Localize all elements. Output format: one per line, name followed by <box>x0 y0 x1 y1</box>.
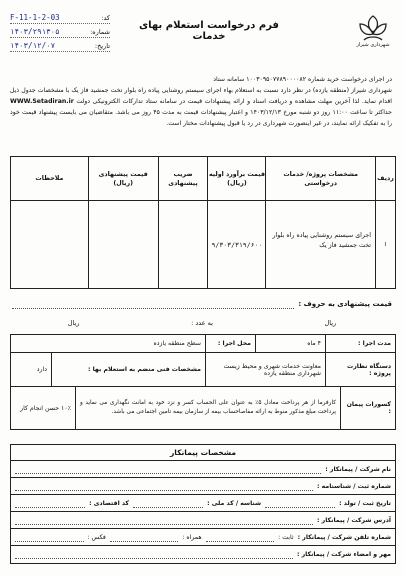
good-performance: ۱۰٪ حسن انجام کار <box>20 404 71 412</box>
contract-row <box>11 387 395 429</box>
supervisor-label: دستگاه نظارت پروژه : <box>325 353 395 386</box>
landline-label: ثابت : <box>278 533 294 541</box>
meta-date-label: تاریخ: <box>94 41 110 50</box>
contractor-name-field[interactable] <box>15 465 321 474</box>
meta-code-value: F-11-1-2-03 <box>10 13 60 22</box>
duration-value: ۴ ماه <box>255 335 325 352</box>
cell-notes[interactable] <box>11 201 89 289</box>
reg-date-field[interactable] <box>265 499 335 508</box>
tech-value: دارد <box>36 366 47 373</box>
location-label: محل اجرا : <box>205 335 255 352</box>
meta-code-row <box>10 12 110 24</box>
meta-date-value: ۱۴۰۳/۱۲/۰۷ <box>10 41 56 50</box>
signature-row <box>11 546 395 563</box>
contract-label: کسورات پیمان : <box>340 387 395 429</box>
words-row <box>12 296 392 312</box>
digits-label: به عدد : <box>191 319 213 327</box>
fax-field[interactable] <box>15 533 84 542</box>
meta-code-label: کد: <box>101 13 110 22</box>
registration-label: شماره ثبت / شناسنامه : <box>317 482 391 490</box>
header <box>6 4 398 58</box>
riyal-label-2: ریال <box>67 319 80 327</box>
meta-number-value: ۱۴۰۳/۲۹۱۳۰۵ <box>10 27 60 36</box>
contractor-title: مشخصات پیمانکار <box>11 445 395 461</box>
project-info-box <box>10 334 396 430</box>
ids-row <box>11 495 395 512</box>
words-row-2 <box>12 316 392 330</box>
duration-label: مدت اجرا : <box>325 335 395 352</box>
phone-label: شماره تلفن شرکت / پیمانکار : <box>297 533 391 541</box>
riyal-label: ریال <box>324 319 337 327</box>
economic-code-label: کد اقتصادی : <box>89 499 130 507</box>
col-notes: ملاحظات <box>11 157 89 201</box>
contractor-name-label: نام شرکت / پیمانکار : <box>325 465 391 473</box>
meta-number-label: شماره: <box>90 27 110 36</box>
document-page <box>6 4 398 570</box>
offer-in-words <box>12 296 392 330</box>
mobile-field[interactable] <box>110 533 179 542</box>
cell-desc: اجرای سیستم روشنایی پیاده راه بلوار تخت جمشید فاز یک <box>266 201 376 289</box>
cell-coefficient[interactable] <box>158 201 208 289</box>
col-coefficient: ضریب پیشنهادی <box>158 157 208 201</box>
meta-date-row <box>10 40 110 52</box>
location-value: سطح منطقه یازده <box>153 340 201 347</box>
address-field[interactable] <box>15 516 313 525</box>
words-label: قیمت پیشنهادی به حروف : <box>298 300 392 308</box>
intro-body: شهرداری شیراز (منطقه یازده) در نظر دارد نسبت به استعلام بهاء اجرای سیستم روشنایی پیاده راه بلوار تخت جمشید فاز یک با مشخصات جدول ذیل اقدام نماید. لذا آخرین مهلت مشاهده و دریافت اسناد و ارائه پیشنهادات قیمت در سامانه ستاد تدارکات الکترونیکی دولت <box>10 87 393 105</box>
economic-code-field[interactable] <box>15 499 85 508</box>
reg-date-label: تاریخ ثبت / تولد : <box>339 499 391 507</box>
col-desc: مشخصات پروژه/ خدمات درخواستی <box>266 157 376 201</box>
col-row: ردیف <box>376 157 396 201</box>
contractor-name-row <box>11 461 395 478</box>
setad-link[interactable]: WWW.Setadiran.ir <box>10 98 74 105</box>
signature-label: مهر و امضاء شرکت / پیمانکار : <box>296 551 391 558</box>
meta-number-row <box>10 26 110 38</box>
contractor-box <box>10 444 396 564</box>
mobile-label: همراه : <box>182 533 202 541</box>
intro-line1: در اجرای درخواست خرید شماره ۱۰۰۳۰۹۵۰۷۷۸۹۰۰۰۰۸۲ سامانه ستاد <box>213 76 392 83</box>
tech-label: مشخصات فنی منضم به استعلام بها : <box>51 353 205 386</box>
signature-field[interactable] <box>15 550 293 559</box>
intro-body2: حداکثر تا ساعت ۱۱:۰۰ روز دو شنبه مورخ ۱۴۰۳/۱۲/۱۳ و اعتبار پیشنهادات قیمت به مدت ۴۵ روز می باشد. متقاضیان می بایست پیشنهاد قیمت خود را به تفکیک ارائه نمایند، در غیر اینصورت شهرداری در رد یا قبول پیشنهادات مختار است. <box>10 109 392 127</box>
supervisor-row <box>11 353 395 387</box>
logo-text: شهرداری شیراز <box>356 42 390 48</box>
registration-row <box>11 478 395 495</box>
registration-field[interactable] <box>15 482 313 491</box>
table-row <box>11 201 396 289</box>
words-field[interactable] <box>12 299 294 309</box>
national-id-label: شناسه / کد ملی : <box>207 499 262 507</box>
col-offer-price: قیمت پیشنهادی (ریال) <box>88 157 158 201</box>
page-title: فرم درخواست استعلام بهای خدمات <box>139 20 279 42</box>
col-base-price: قیمت برآورد اولیه (ریال) <box>208 157 266 201</box>
document-meta <box>10 12 110 54</box>
intro-paragraph <box>10 74 392 129</box>
cell-base-price: ۹/۳۰۳/۳۱۹/۶۰۰ <box>208 201 266 289</box>
supervisor-value: معاونت خدمات شهری و محیط زیست شهرداری منطقه یازده <box>205 353 325 386</box>
landline-field[interactable] <box>206 533 275 542</box>
address-row <box>11 512 395 529</box>
duration-row <box>11 335 395 353</box>
contract-text: کارفرما از هر پرداخت معادل ۵٪ به عنوان علی الحساب کسر و نزد خود به امانت نگهداری می نماید و پرداخت مبلغ مذکور منوط به ارائه مفاصاحساب بیمه از سازمان بیمه تامین اجتماعی می باشد. <box>75 387 340 429</box>
fax-label: فکس : <box>87 533 106 541</box>
national-id-field[interactable] <box>133 499 203 508</box>
table-header-row <box>11 157 396 201</box>
services-table <box>10 156 396 289</box>
cell-offer-price[interactable] <box>88 201 158 289</box>
address-label: آدرس شرکت / پیمانکار : <box>317 516 391 524</box>
cell-row: ۱ <box>376 201 396 289</box>
phone-row <box>11 529 395 546</box>
